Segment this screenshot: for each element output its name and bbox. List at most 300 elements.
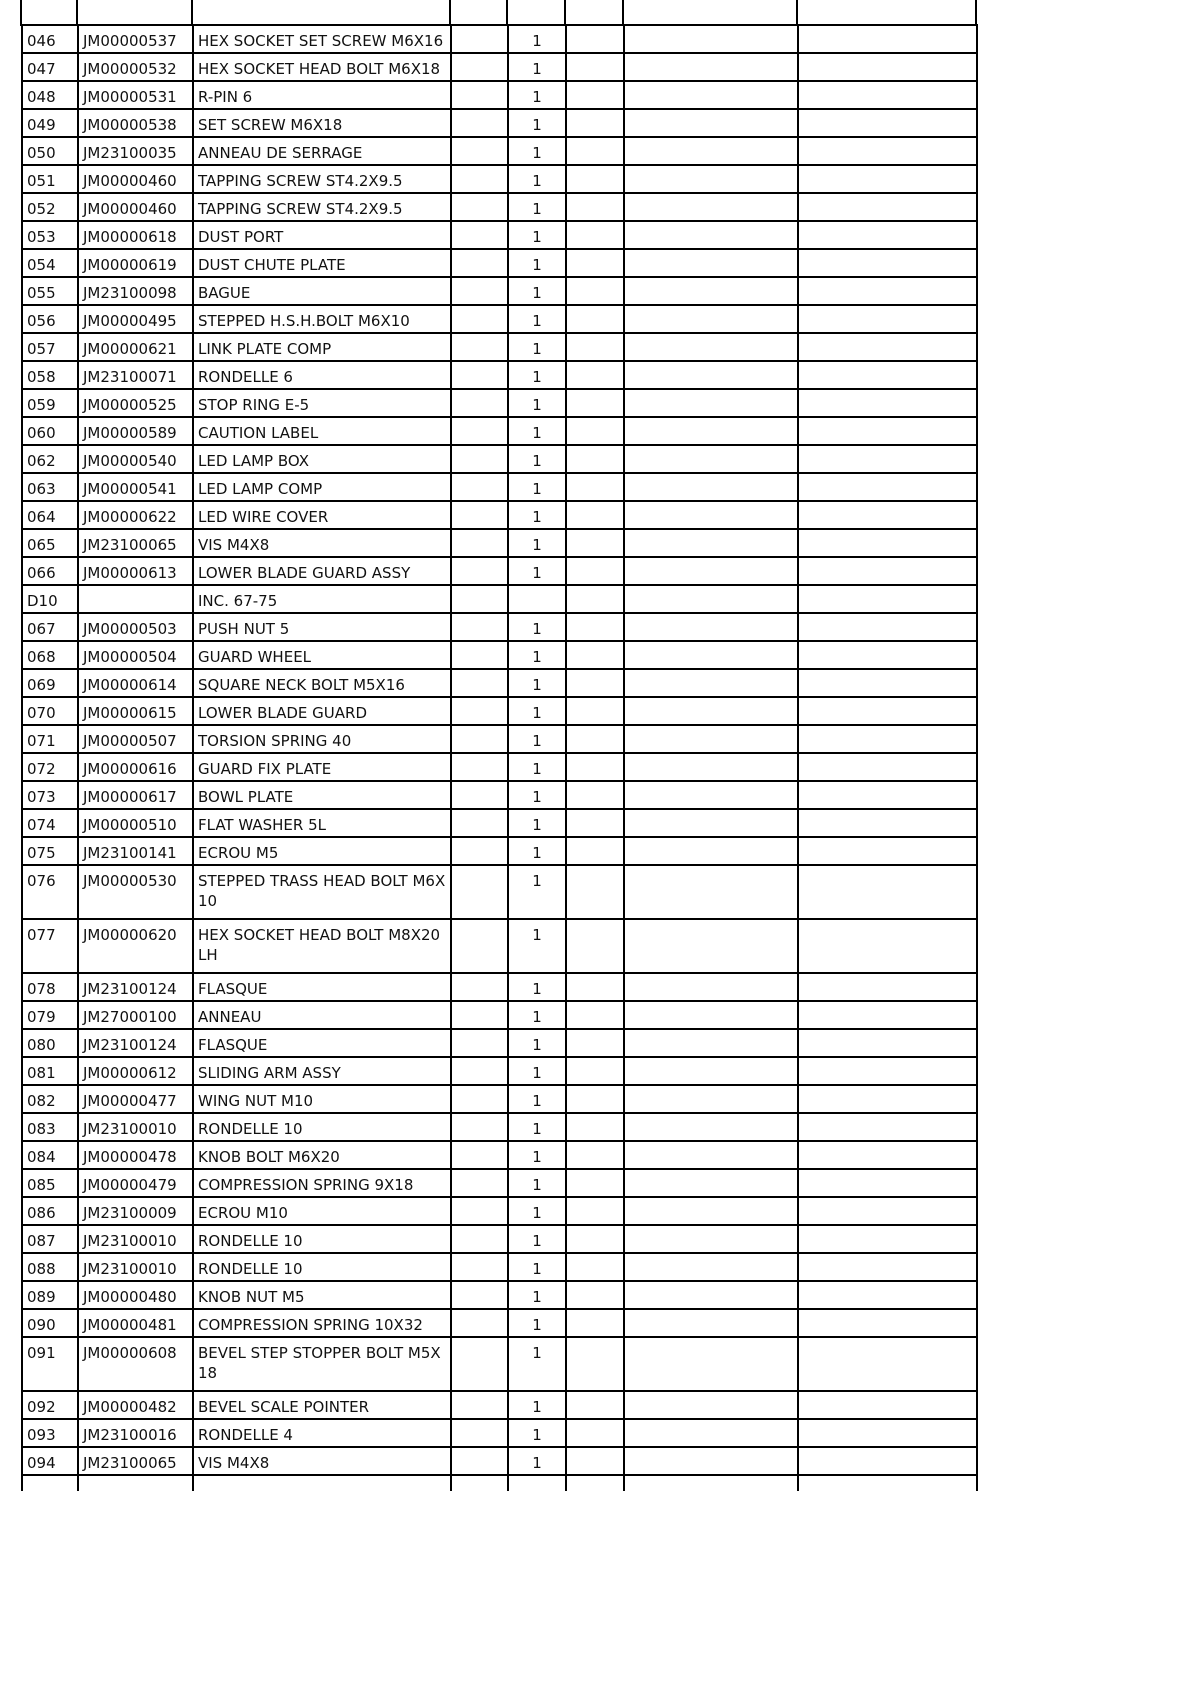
empty-cell bbox=[566, 837, 624, 865]
description-cell bbox=[193, 221, 451, 249]
quantity-cell-text: 1 bbox=[532, 1092, 542, 1110]
quantity-cell bbox=[508, 837, 566, 865]
table-row bbox=[22, 1419, 977, 1447]
ref-cell bbox=[22, 585, 78, 613]
part-number-cell-text: JM00000479 bbox=[83, 1176, 177, 1194]
empty-cell bbox=[798, 697, 977, 725]
part-number-cell bbox=[78, 1057, 193, 1085]
quantity-cell-text: 1 bbox=[532, 980, 542, 998]
part-number-cell bbox=[78, 725, 193, 753]
ref-cell-text: 059 bbox=[27, 396, 56, 414]
empty-cell bbox=[798, 1337, 977, 1391]
description-cell bbox=[193, 837, 451, 865]
empty-cell bbox=[566, 1057, 624, 1085]
part-number-cell-text: JM00000612 bbox=[83, 1064, 177, 1082]
empty-cell bbox=[451, 1057, 508, 1085]
table-row bbox=[22, 1447, 977, 1475]
quantity-cell-text: 1 bbox=[532, 926, 542, 944]
table-row bbox=[22, 1001, 977, 1029]
empty-cell bbox=[624, 1447, 798, 1475]
ref-cell-text: 056 bbox=[27, 312, 56, 330]
empty-cell bbox=[624, 389, 798, 417]
description-cell-text: TORSION SPRING 40 bbox=[198, 732, 352, 750]
description-cell-text: HEX SOCKET SET SCREW M6X16 bbox=[198, 32, 444, 50]
table-row bbox=[22, 613, 977, 641]
description-cell bbox=[193, 809, 451, 837]
ref-cell bbox=[22, 137, 78, 165]
part-number-cell bbox=[78, 417, 193, 445]
ref-cell bbox=[22, 641, 78, 669]
ref-cell bbox=[22, 1281, 78, 1309]
part-number-cell bbox=[78, 25, 193, 53]
description-cell bbox=[193, 1337, 451, 1391]
part-number-cell-text: JM00000510 bbox=[83, 816, 177, 834]
ref-cell bbox=[22, 1085, 78, 1113]
table-row bbox=[22, 557, 977, 585]
description-cell-text: RONDELLE 10 bbox=[198, 1260, 303, 1278]
empty-cell bbox=[798, 1085, 977, 1113]
quantity-cell-text: 1 bbox=[532, 732, 542, 750]
empty-cell bbox=[451, 25, 508, 53]
empty-cell bbox=[566, 25, 624, 53]
ref-cell bbox=[22, 1309, 78, 1337]
empty-cell bbox=[798, 53, 977, 81]
description-cell-text: LOWER BLADE GUARD bbox=[198, 704, 368, 722]
ref-cell-text: 048 bbox=[27, 88, 56, 106]
quantity-cell bbox=[508, 1057, 566, 1085]
description-cell-text: GUARD WHEEL bbox=[198, 648, 312, 666]
empty-cell bbox=[624, 557, 798, 585]
ref-cell bbox=[22, 1029, 78, 1057]
part-number-cell-text: JM00000616 bbox=[83, 760, 177, 778]
part-number-cell-text: JM00000618 bbox=[83, 228, 177, 246]
quantity-cell-text: 1 bbox=[532, 144, 542, 162]
empty-cell bbox=[566, 641, 624, 669]
empty-cell bbox=[566, 1029, 624, 1057]
empty-cell bbox=[798, 389, 977, 417]
empty-cell bbox=[566, 1141, 624, 1169]
empty-cell bbox=[451, 1141, 508, 1169]
part-number-cell bbox=[78, 973, 193, 1001]
empty-cell bbox=[624, 837, 798, 865]
empty-cell bbox=[451, 165, 508, 193]
description-cell bbox=[193, 725, 451, 753]
table-row bbox=[22, 305, 977, 333]
part-number-cell bbox=[78, 221, 193, 249]
description-cell-text: LINK PLATE COMP bbox=[198, 340, 332, 358]
description-cell bbox=[193, 1197, 451, 1225]
quantity-cell-text: 1 bbox=[532, 1176, 542, 1194]
description-cell-text: RONDELLE 10 bbox=[198, 1120, 303, 1138]
part-number-cell bbox=[78, 1447, 193, 1475]
quantity-cell-text: 1 bbox=[532, 1316, 542, 1334]
part-number-cell bbox=[78, 193, 193, 221]
description-cell bbox=[193, 137, 451, 165]
quantity-cell-text: 1 bbox=[532, 1120, 542, 1138]
empty-cell bbox=[798, 1197, 977, 1225]
part-number-cell-text: JM27000100 bbox=[83, 1008, 177, 1026]
table-row bbox=[22, 1225, 977, 1253]
empty-cell bbox=[798, 1169, 977, 1197]
quantity-cell-text: 1 bbox=[532, 1260, 542, 1278]
quantity-cell bbox=[508, 1197, 566, 1225]
description-cell bbox=[193, 669, 451, 697]
quantity-cell bbox=[508, 865, 566, 919]
description-cell-text: RONDELLE 4 bbox=[198, 1426, 293, 1444]
description-cell-text: LED LAMP BOX bbox=[198, 452, 310, 470]
quantity-cell bbox=[508, 473, 566, 501]
empty-cell bbox=[451, 109, 508, 137]
empty-cell bbox=[798, 585, 977, 613]
table-row bbox=[22, 973, 977, 1001]
description-cell-text: ECROU M5 bbox=[198, 844, 279, 862]
quantity-cell-text: 1 bbox=[532, 536, 542, 554]
empty-cell bbox=[451, 809, 508, 837]
quantity-cell bbox=[508, 361, 566, 389]
empty-cell bbox=[624, 473, 798, 501]
quantity-cell bbox=[508, 25, 566, 53]
part-number-cell bbox=[78, 165, 193, 193]
description-cell-text: VIS M4X8 bbox=[198, 1454, 270, 1472]
part-number-cell-text: JM00000620 bbox=[83, 926, 177, 944]
part-number-cell bbox=[78, 389, 193, 417]
ref-cell-text: 076 bbox=[27, 872, 56, 890]
empty-cell bbox=[624, 53, 798, 81]
ref-cell bbox=[22, 1419, 78, 1447]
part-number-cell-text: JM00000613 bbox=[83, 564, 177, 582]
quantity-cell bbox=[508, 753, 566, 781]
part-number-cell-text: JM23100010 bbox=[83, 1260, 177, 1278]
table-row bbox=[22, 1141, 977, 1169]
quantity-cell-text: 1 bbox=[532, 256, 542, 274]
quantity-cell bbox=[508, 1281, 566, 1309]
empty-cell bbox=[451, 417, 508, 445]
part-number-cell bbox=[78, 1253, 193, 1281]
empty-cell bbox=[624, 1001, 798, 1029]
quantity-cell bbox=[508, 1029, 566, 1057]
empty-cell bbox=[624, 1253, 798, 1281]
description-cell bbox=[193, 1085, 451, 1113]
empty-cell bbox=[566, 865, 624, 919]
quantity-cell bbox=[508, 389, 566, 417]
part-number-cell bbox=[78, 781, 193, 809]
description-cell-text: DUST CHUTE PLATE bbox=[198, 256, 346, 274]
empty-cell bbox=[451, 1001, 508, 1029]
quantity-cell bbox=[508, 333, 566, 361]
empty-cell bbox=[624, 193, 798, 221]
ref-cell bbox=[22, 1169, 78, 1197]
empty-cell bbox=[566, 1169, 624, 1197]
part-number-cell-text: JM00000617 bbox=[83, 788, 177, 806]
empty-cell bbox=[78, 1475, 193, 1491]
description-cell bbox=[193, 473, 451, 501]
table-row bbox=[22, 249, 977, 277]
quantity-cell bbox=[508, 557, 566, 585]
empty-cell bbox=[624, 809, 798, 837]
table-row bbox=[22, 1253, 977, 1281]
ref-cell-text: 080 bbox=[27, 1036, 56, 1054]
empty-cell bbox=[798, 1419, 977, 1447]
empty-cell bbox=[624, 1281, 798, 1309]
table-row bbox=[22, 417, 977, 445]
ref-cell-text: 057 bbox=[27, 340, 56, 358]
empty-cell bbox=[451, 305, 508, 333]
part-number-cell-text: JM00000537 bbox=[83, 32, 177, 50]
quantity-cell-text: 1 bbox=[532, 872, 542, 890]
table-row bbox=[22, 1029, 977, 1057]
empty-cell bbox=[451, 1391, 508, 1419]
empty-cell bbox=[566, 1447, 624, 1475]
empty-cell bbox=[566, 669, 624, 697]
part-number-cell-text: JM23100065 bbox=[83, 536, 177, 554]
quantity-cell-text: 1 bbox=[532, 88, 542, 106]
part-number-cell-text: JM00000503 bbox=[83, 620, 177, 638]
part-number-cell-text: JM23100098 bbox=[83, 284, 177, 302]
empty-cell bbox=[624, 529, 798, 557]
empty-cell bbox=[451, 1447, 508, 1475]
quantity-cell bbox=[508, 137, 566, 165]
description-cell-text: LED WIRE COVER bbox=[198, 508, 329, 526]
ref-cell-text: 085 bbox=[27, 1176, 56, 1194]
ref-cell-text: 053 bbox=[27, 228, 56, 246]
empty-cell bbox=[798, 1391, 977, 1419]
quantity-cell bbox=[508, 1001, 566, 1029]
part-number-cell-text: JM23100124 bbox=[83, 1036, 177, 1054]
empty-cell bbox=[451, 249, 508, 277]
description-cell-text: BAGUE bbox=[198, 284, 251, 302]
empty-cell bbox=[566, 333, 624, 361]
empty-cell bbox=[798, 837, 977, 865]
quantity-cell-text: 1 bbox=[532, 1204, 542, 1222]
empty-cell bbox=[624, 613, 798, 641]
empty-cell bbox=[451, 669, 508, 697]
part-number-cell bbox=[78, 1169, 193, 1197]
ref-cell bbox=[22, 249, 78, 277]
empty-cell bbox=[451, 389, 508, 417]
ref-cell bbox=[22, 781, 78, 809]
table-row bbox=[22, 781, 977, 809]
empty-cell bbox=[451, 529, 508, 557]
empty-cell bbox=[566, 1225, 624, 1253]
part-number-cell bbox=[78, 1197, 193, 1225]
quantity-cell-text: 1 bbox=[532, 200, 542, 218]
quantity-cell bbox=[508, 585, 566, 613]
empty-cell bbox=[624, 501, 798, 529]
description-cell bbox=[193, 305, 451, 333]
ref-cell bbox=[22, 193, 78, 221]
quantity-cell bbox=[508, 669, 566, 697]
empty-cell bbox=[624, 1337, 798, 1391]
empty-cell bbox=[798, 333, 977, 361]
description-cell-text: LOWER BLADE GUARD ASSY bbox=[198, 564, 411, 582]
empty-cell bbox=[566, 389, 624, 417]
empty-cell bbox=[624, 1113, 798, 1141]
ref-cell-text: 087 bbox=[27, 1232, 56, 1250]
empty-cell bbox=[798, 1253, 977, 1281]
part-number-cell bbox=[78, 613, 193, 641]
description-cell bbox=[193, 641, 451, 669]
description-cell bbox=[193, 1391, 451, 1419]
quantity-cell-text: 1 bbox=[532, 60, 542, 78]
description-cell bbox=[193, 697, 451, 725]
description-cell-text: STEPPED TRASS HEAD BOLT M6X 10 bbox=[198, 872, 446, 910]
empty-cell bbox=[624, 445, 798, 473]
table-row bbox=[22, 697, 977, 725]
empty-cell bbox=[798, 81, 977, 109]
empty-cell bbox=[624, 1141, 798, 1169]
part-number-cell-text: JM00000531 bbox=[83, 88, 177, 106]
part-number-cell bbox=[78, 1029, 193, 1057]
empty-cell bbox=[624, 361, 798, 389]
table-row bbox=[22, 81, 977, 109]
description-cell bbox=[193, 361, 451, 389]
ref-cell-text: 073 bbox=[27, 788, 56, 806]
empty-cell bbox=[566, 1253, 624, 1281]
description-cell bbox=[193, 417, 451, 445]
part-number-cell bbox=[78, 1225, 193, 1253]
quantity-cell bbox=[508, 1447, 566, 1475]
quantity-cell-text: 1 bbox=[532, 1344, 542, 1362]
empty-cell bbox=[566, 137, 624, 165]
empty-cell bbox=[566, 585, 624, 613]
ref-cell bbox=[22, 445, 78, 473]
part-number-cell bbox=[78, 473, 193, 501]
description-cell-text: INC. 67-75 bbox=[198, 592, 278, 610]
empty-cell bbox=[566, 501, 624, 529]
quantity-cell-text: 1 bbox=[532, 620, 542, 638]
empty-cell bbox=[566, 1085, 624, 1113]
empty-cell bbox=[624, 137, 798, 165]
quantity-cell bbox=[508, 1169, 566, 1197]
ref-cell bbox=[22, 865, 78, 919]
ref-cell bbox=[22, 753, 78, 781]
empty-cell bbox=[451, 1225, 508, 1253]
description-cell-text: DUST PORT bbox=[198, 228, 284, 246]
ref-cell bbox=[22, 557, 78, 585]
empty-cell bbox=[451, 837, 508, 865]
empty-cell bbox=[193, 1475, 451, 1491]
empty-cell bbox=[798, 973, 977, 1001]
description-cell bbox=[193, 1169, 451, 1197]
ref-cell-text: 069 bbox=[27, 676, 56, 694]
empty-cell bbox=[798, 919, 977, 973]
part-number-cell bbox=[78, 81, 193, 109]
description-cell-text: COMPRESSION SPRING 10X32 bbox=[198, 1316, 423, 1334]
description-cell-text: FLAT WASHER 5L bbox=[198, 816, 326, 834]
empty-cell bbox=[624, 165, 798, 193]
quantity-cell bbox=[508, 973, 566, 1001]
description-cell-text: RONDELLE 6 bbox=[198, 368, 293, 386]
part-number-cell bbox=[78, 361, 193, 389]
empty-cell bbox=[624, 333, 798, 361]
description-cell bbox=[193, 1253, 451, 1281]
empty-cell bbox=[566, 165, 624, 193]
column-rule bbox=[622, 0, 624, 26]
ref-cell-text: 081 bbox=[27, 1064, 56, 1082]
part-number-cell-text: JM00000622 bbox=[83, 508, 177, 526]
quantity-cell bbox=[508, 919, 566, 973]
part-number-cell bbox=[78, 837, 193, 865]
column-rule bbox=[506, 0, 508, 26]
quantity-cell-text: 1 bbox=[532, 228, 542, 246]
ref-cell bbox=[22, 389, 78, 417]
part-number-cell bbox=[78, 809, 193, 837]
ref-cell bbox=[22, 109, 78, 137]
empty-cell bbox=[566, 529, 624, 557]
empty-cell bbox=[624, 1309, 798, 1337]
ref-cell-text: 093 bbox=[27, 1426, 56, 1444]
ref-cell-text: 054 bbox=[27, 256, 56, 274]
empty-cell bbox=[566, 1197, 624, 1225]
part-number-cell-text: JM23100009 bbox=[83, 1204, 177, 1222]
quantity-cell bbox=[508, 445, 566, 473]
empty-cell bbox=[798, 25, 977, 53]
part-number-cell-text: JM23100124 bbox=[83, 980, 177, 998]
empty-cell bbox=[798, 557, 977, 585]
description-cell bbox=[193, 973, 451, 1001]
part-number-cell-text: JM00000478 bbox=[83, 1148, 177, 1166]
part-number-cell-text: JM00000608 bbox=[83, 1344, 177, 1362]
part-number-cell-text: JM00000532 bbox=[83, 60, 177, 78]
table-row bbox=[22, 1057, 977, 1085]
table-row bbox=[22, 221, 977, 249]
empty-cell bbox=[451, 445, 508, 473]
empty-cell bbox=[798, 809, 977, 837]
table-row bbox=[22, 1391, 977, 1419]
empty-cell bbox=[566, 697, 624, 725]
empty-cell bbox=[451, 277, 508, 305]
empty-cell bbox=[624, 249, 798, 277]
quantity-cell-text: 1 bbox=[532, 844, 542, 862]
empty-cell bbox=[566, 53, 624, 81]
part-number-cell bbox=[78, 1391, 193, 1419]
empty-cell bbox=[451, 193, 508, 221]
empty-cell bbox=[624, 1391, 798, 1419]
description-cell-text: GUARD FIX PLATE bbox=[198, 760, 332, 778]
ref-cell-text: 055 bbox=[27, 284, 56, 302]
empty-cell bbox=[624, 1475, 798, 1491]
description-cell-text: LED LAMP COMP bbox=[198, 480, 323, 498]
part-number-cell bbox=[78, 1419, 193, 1447]
part-number-cell-text: JM23100016 bbox=[83, 1426, 177, 1444]
part-number-cell-text: JM00000481 bbox=[83, 1316, 177, 1334]
empty-cell bbox=[624, 753, 798, 781]
quantity-cell-text: 1 bbox=[532, 816, 542, 834]
empty-cell bbox=[624, 973, 798, 1001]
ref-cell-text: 047 bbox=[27, 60, 56, 78]
part-number-cell-text: JM00000477 bbox=[83, 1092, 177, 1110]
empty-cell bbox=[624, 697, 798, 725]
description-cell bbox=[193, 81, 451, 109]
quantity-cell-text: 1 bbox=[532, 704, 542, 722]
table-row bbox=[22, 165, 977, 193]
ref-cell-text: 062 bbox=[27, 452, 56, 470]
description-cell-text: COMPRESSION SPRING 9X18 bbox=[198, 1176, 414, 1194]
part-number-cell-text: JM00000589 bbox=[83, 424, 177, 442]
description-cell-text: SET SCREW M6X18 bbox=[198, 116, 343, 134]
empty-cell bbox=[798, 725, 977, 753]
empty-cell bbox=[798, 109, 977, 137]
description-cell bbox=[193, 109, 451, 137]
ref-cell-text: 094 bbox=[27, 1454, 56, 1472]
column-rule bbox=[76, 0, 78, 26]
quantity-cell-text: 1 bbox=[532, 424, 542, 442]
description-cell bbox=[193, 389, 451, 417]
description-cell bbox=[193, 249, 451, 277]
empty-cell bbox=[566, 417, 624, 445]
description-cell bbox=[193, 25, 451, 53]
ref-cell-text: 063 bbox=[27, 480, 56, 498]
